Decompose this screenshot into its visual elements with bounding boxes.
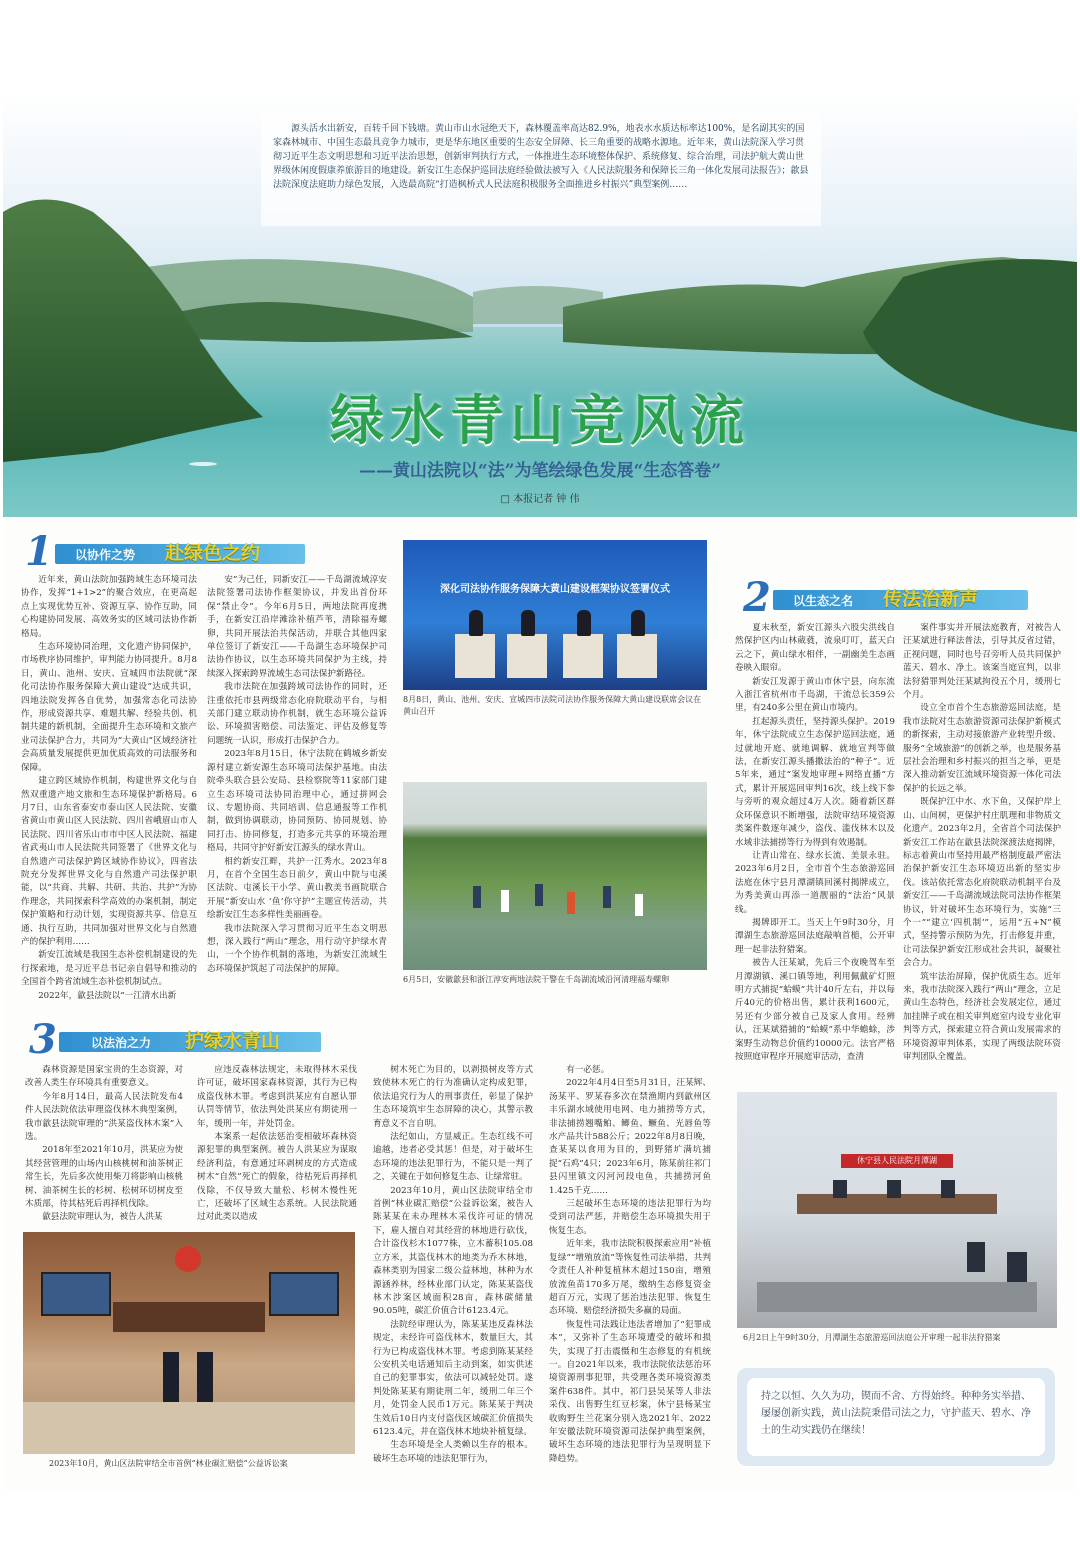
- hero-banner: [3, 92, 1077, 517]
- closing-quote-box: [737, 1368, 1055, 1466]
- photo-courtroom-trial: [23, 1232, 355, 1454]
- page-title: 绿水青山竞风流: [330, 388, 750, 452]
- person-figure: [635, 894, 643, 916]
- photo-riverbank-cleanup: [403, 782, 707, 970]
- section-2-header: [743, 574, 1043, 621]
- paragraph: 森林资源是国家宝贵的生态资源，对改善人类生存环境具有重要意义。: [25, 1065, 183, 1089]
- photo-circuit-court-hearing: [737, 1092, 1057, 1328]
- person-figure: [535, 884, 543, 906]
- paragraph: 夏末秋至，新安江源头六股尖洪线自然保护区内山林葳蕤，流泉叮叮，蓝天白云之下，黄山绿水相伴，一副幽美生态画卷映入眼帘。: [735, 623, 895, 674]
- section-1-label: 以协作之势: [75, 548, 136, 562]
- paragraph: 恢复性司法践让违法者增加了“犯罪成本”，又弥补了生态环境遭受的破坏和损失，实现了打击震慑和生态修复的有机统一。自2021年以来，我市法院依法惩治环境资源刑事犯罪，共受理各类环境资源类案件638件。其中，祁门县吴某等人非法采伐、出售野生红豆杉案，休宁县杨某宝收购野生兰花案分别入选2021年、2022年安徽法院环境资源司法保护典型案例，破坏生态环境的违法犯罪行为呈现明显下降趋势。: [549, 1319, 711, 1464]
- newspaper-page: [3, 92, 1077, 1490]
- section-1-column-2: [207, 574, 387, 1014]
- photo-signing-ceremony: [403, 540, 707, 690]
- paragraph: 新安江流域是我国生态补偿机制建设的先行探索地，是习近平总书记亲自倡导和推动的全国首个跨省流域生态补偿机制试点。: [21, 950, 197, 988]
- photo-3-caption: 2023年10月，黄山区法院审结全市首例“林业碳汇赔偿”公益诉讼案: [49, 1459, 288, 1468]
- paragraph: 今年8月14日，最高人民法院发布4件人民法院依法审理盗伐林木典型案例，我市歙县法院审理的“洪某盗伐林木案”入选。: [25, 1091, 183, 1143]
- paragraph: 歙县法院审理认为，被告人洪某: [42, 1212, 163, 1223]
- paragraph: 让青山常在、绿水长流、美景永驻。2023年6月2日，全市首个生态旅游巡回法庭在休宁县月潭湖镇回溪村揭牌成立，为秀美黄山再添一道靓丽的“法治”风景线。: [735, 850, 895, 915]
- section-3-label: 以法治之力: [91, 1036, 152, 1050]
- screen-display: [269, 1272, 339, 1316]
- section-1-column-1: [21, 574, 197, 1014]
- page-subtitle: ——黄山法院以“法”为笔绘绿色发展“生态答卷”: [358, 461, 722, 481]
- paragraph: 树木死亡为目的，以剥损树皮等方式致使林木死亡的行为准确认定构成犯罪，依法追究行为人的刑事责任，彰显了保护生态环境筑牢生态屏障的决心，其警示教育意义不言自明。: [373, 1065, 533, 1129]
- paragraph: 有一必惩。: [566, 1065, 610, 1075]
- paragraph: 相约新安江畔，共护一江秀水。2023年8月，在首个全国生态日前夕，黄山中院与屯溪区法院、屯溪长干小学、黄山教美书画院联合开展“新安山水 ‘鱼’你守护”主题宣传活动，共绘新安江生态多样性美丽画卷。: [207, 856, 387, 921]
- paragraph: 三起破坏生态环境的违法犯罪行为均受到司法严惩，并赔偿生态环境损失用于恢复生态。: [549, 1199, 711, 1236]
- podium: [617, 634, 657, 678]
- podium: [563, 634, 603, 678]
- paragraph: 生态环境是全人类赖以生存的根本。破坏生态环境的违法犯罪行为，: [373, 1440, 533, 1464]
- paragraph: 2023年8月15日，休宁法院在鹤城乡新安源村建立新安源生态环境司法保护基地。由法院牵头联合县公安局、县检察院等11家部门建立生态环境司法协同治理中心，通过拼网会议、专题协商、共同培训、信息通报等工作机制，做到协调联动，协同预防、协同规划、协同打击、协同修复，打造多元共享的环境治理格局，共同守护好新安江源头的绿水青山。: [207, 749, 387, 854]
- section-2-column-2: [903, 622, 1061, 1062]
- screen-display: [41, 1272, 111, 1316]
- stage-banner-text: 深化司法协作服务保障大黄山建设框架协议签署仪式: [440, 584, 670, 595]
- judges-bench: [113, 1302, 265, 1332]
- section-3-number: 3: [29, 1016, 57, 1063]
- person-figure: [1007, 1252, 1027, 1286]
- paragraph: 2022年4月4日至5月31日，汪某辉、汤某平、罗某春多次在禁渔期内到歙州区丰乐湖水域使用电网、电力捕捞等方式，非法捕捞翘嘴鲌、鲫鱼、鳜鱼、光唇鱼等水产品共计588公斤；2022年8月8日晚，查某某以食用为目的，到野猪圹满坑捕捉“石鸡”4只；2023年6月，陈某前往祁门县闪里镇文闪河河段电鱼，共捕捞河鱼1.425千克……: [549, 1078, 711, 1196]
- section-3-heading: 护绿水青山: [185, 1030, 281, 1052]
- chair-row: [757, 1282, 1037, 1312]
- paragraph: 2018年至2021年10月，洪某应为使其经营管理的山场内山核桃树和油茶树正常生长，先后多次使用柴刀将影响山核桃树、油茶树生长的杉树、松树环切树皮至木质部，待其枯死后再择机伐除。: [25, 1145, 183, 1210]
- photo-1-caption: 8月8日，黄山、池州、安庆、宣城四市法院司法协作服务保障大黄山建设联席会议在黄山召开: [403, 695, 702, 716]
- section-2-heading: 传法治新声: [883, 588, 979, 610]
- person-figure: [197, 1352, 213, 1402]
- person-figure: [941, 1180, 955, 1198]
- section-1-heading: 赴绿色之约: [165, 542, 261, 564]
- person-figure: [163, 1352, 179, 1402]
- person-figure: [967, 1242, 985, 1272]
- section-3-column-2: [197, 1064, 357, 1224]
- person-figure: [567, 892, 575, 914]
- paragraph: 生态环境协同治理，文化遗产协同保护，市场秩序协同维护，审判能力协同提升。8月8日，黄山、池州、安庆、宣城四市法院就“深化司法协作服务保障大黄山建设”达成共识，四地法院发挥各自优势，加强常态化司法协作，形成资源共享、难题共解、经验共创、机制共建的新机制，全面提升生态环境和文旅产业司法保护合力，共同为“大黄山”区域经济社会高质量发展提供更加优质高效的司法服务和保障。: [21, 642, 197, 773]
- person-figure: [631, 610, 645, 636]
- paragraph: 应违反森林法规定，未取得林木采伐许可证，破坏国家森林资源，其行为已构成盗伐林木罪。考虑到洪某应有自愿认罪认罚等情节，依法判处洪某应有期徒刑一年，缓刑一年，并处罚金。: [197, 1065, 357, 1129]
- section-3-column-1: [25, 1064, 183, 1224]
- paragraph: 设立全市首个生态旅游巡回法庭，是我市法院对生态旅游资源司法保护新模式的新探索，主动对接旅游产业转型升级、服务“全域旅游”的创新之举，也是服务基层社会治理和乡村振兴的担当之举，更是深入推动新安江流域环境资源一体化司法保护的长远之举。: [903, 703, 1061, 794]
- court-sign-banner: 休宁县人民法院月潭湖: [841, 1154, 953, 1168]
- paragraph: 2023年10月，黄山区法院审结全市首例“林业碳汇赔偿”公益诉讼案，被告人陈某某在未办理林木采伐许可证的情况下，雇人擅自对其经营的林地进行砍伐，合计盗伐杉木1077株，立木蓄积105.08立方米，其盗伐林木的地类为乔木林地，森林类别为国家二级公益林地，林种为水源涵养林，经林业部门认定，陈某某盗伐林木涉案区域面积28亩，森林碳储量90.05吨，碳汇价值合计6123.4元。: [373, 1185, 533, 1317]
- paragraph: 建立跨区域协作机制，构建世界文化与自然双重遗产地文旅和生态环境保护新格局。6月7日，山东省泰安市泰山区人民法院、安徽省黄山市黄山区人民法院、四川省峨眉山市人民法院、四川省乐山市市中区人民法院、福建省武夷山市人民法院共同签署了《世界文化与自然遗产司法保护跨区域协作协议》，四省法院充分发挥世界文化与自然遗产司法保护职能，以“共商、共解、共研、共治、共护”为协作理念，共同探索科学高效的办案机制，制定保护策略和行动计划，实现资源共享、信息互通、执行互助，共同加强对世界文化与自然遗产的保护利用……: [21, 776, 197, 947]
- person-figure: [473, 886, 481, 908]
- person-figure: [501, 890, 509, 912]
- person-figure: [603, 886, 611, 908]
- paragraph: 2022年，歙县法院以“一江清水出新: [38, 990, 177, 1001]
- podium: [455, 634, 495, 678]
- closing-quote-text: 持之以恒、久久为功，锲而不舍、方得始终。种种务实举措、屡屡创新实践，黄山法院秉借司法之力，守护蓝天、碧水、净土的生动实践仍在继续！: [747, 1378, 1045, 1456]
- section-1-number: 1: [25, 528, 53, 575]
- person-figure: [577, 610, 591, 636]
- paragraph: 扛起源头责任，坚持源头保护。2019年，休宁法院成立生态保护巡回法庭，通过就地开庭、就地调解、就地宣判等做法，在新安江源头播撒法治的“种子”。近5年来，通过“案发地审理+网络直播”方式，累计开展巡回审判16次，线上线下参与旁听的观众超过4万人次。随着新区群众环保意识不断增强，法院审结环境资源类案件数逐年减少，盗伐、滥伐林木以及水域非法捕捞等行为得到有效遏制。: [735, 716, 895, 848]
- paragraph: 法纪如山，方显威正。生态红线不可逾越，违者必受其惩！但是，对于破坏生态环境的违法犯罪行为，不能只是一判了之，关键在于如何修复生态、让绿常驻。: [373, 1132, 533, 1183]
- byline: □ 本报记者 钟 伟: [500, 494, 580, 505]
- section-2-label: 以生态之名: [793, 594, 854, 608]
- paragraph: 安”为己任，同新安江——千岛湖流域淳安法院签署司法协作框架协议，并发出首份环保“禁止令”。今年6月5日，两地法院再度携手，在新安江沿岸滩涂补植芦苇，清除福寿螺卵，共同开展法治共保活动，并联合其他四家单位签订了新安江——千岛湖生态环境保护司法协作协议，以生态环境共同保护为主线，持续深入探索跨界流域生态司法保护新路径。: [207, 575, 387, 679]
- section-3-header: [29, 1016, 329, 1063]
- paragraph: 揭牌即开工。当天上午9时30分，月潭湖生态旅游巡回法庭敲响首槌，公开审理一起非法狩猎案。: [735, 917, 895, 955]
- person-figure: [887, 1180, 901, 1198]
- paragraph: 新安江发源于黄山市休宁县，向东流入浙江省杭州市千岛湖，干流总长359公里，有240多公里在黄山市境内。: [735, 676, 895, 714]
- intro-text: 源头活水出新安，百转千回下钱塘。黄山市山水冠绝天下，森林覆盖率高达82.9%，地表水水质达标率达100%，是名副其实的国家森林城市、中国生态最具竞争力城市，更是华东地区重要的生态安全屏障、长三角重要的战略水源地。近年来，黄山法院深入学习贯彻习近平生态文明思想和习近平法治思想，创新审判执行方式，一体推进生态环境整体保护、系统修复、综合治理，司法护航大黄山世界级休闲度假康养旅游目的地建设。新安江生态保护巡回法庭经验做法被写入《人民法院服务和保障长三角一体化发展司法报告》；歙县法院深度法庭助力绿色发展，入选最高院“打造枫桥式人民法庭积极服务全面推进乡村振兴”典型案例……: [261, 114, 821, 226]
- paragraph: 既保护江中水、水下鱼，又保护岸上山、山间树，更保护村庄肌理和非物质文化遗产。2023年2月，全省首个司法保护新安江工作站在歙县法院深渡法庭揭牌，标志着黄山市坚持用最严格制度最严密法治保护新安江生态环境迈出新的坚实步伐。该站依托常态化府院联动机制平台及新安江——千岛湖流域法院司法协作框架协议，针对破坏生态环境行为，实施“三个一”“建立‘四机制’”，运用“五+N”模式，坚持警示预防为先，打击修复并重，让司法保护新安江形成社会共识，凝聚社会合力。: [903, 797, 1061, 969]
- photo-4-caption: 6月2日上午9时30分，月潭湖生态旅游巡回法庭公开审理一起非法狩猎案: [743, 1333, 1001, 1342]
- person-figure: [469, 610, 483, 636]
- paragraph: 被告人汪某斌，先后三个夜晚驾车至月潭湖镇、溪口镇等地，利用佩戴矿灯照明方式捕捉“蛤蟆”共计40斤左右，并以每斤40元的价格出售，累计获利1600元，另还有少部分被自己及家人食用。经辨认，汪某斌猎捕的“蛤蟆”系中华蟾蜍，涉案野生动物总价值约10000元。法官严格按照庭审程序开展庭审活动，查清: [735, 958, 895, 1062]
- paragraph: 我市法院在加强跨域司法协作的同时，还注重依托市县两级常态化府院联动平台，与相关部门建立联动协作机制，就生态环境公益诉讼、环境损害赔偿、司法鉴定、评估及修复等问题统一认识，形成打击保护合力。: [207, 682, 387, 746]
- section-2-column-1: [735, 622, 895, 1062]
- person-figure: [833, 1180, 847, 1198]
- paragraph: 法院经审理认为，陈某某违反森林法规定，未经许可盗伐林木，数量巨大，其行为已构成盗伐林木罪。考虑到陈某某经公安机关电话通知后主动到案，如实供述自己的犯罪事实，依法可以减轻处罚。遂判处陈某某有期徒刑二年，缓刑二年三个月，处罚金人民币1万元。陈某某于判决生效后10日内支付盗伐区域碳汇价值损失6123.4元，并在盗伐林木地块补植复绿。: [373, 1319, 533, 1437]
- person-figure: [521, 610, 535, 636]
- paragraph: 筑牢法治屏障，保护优质生态。近年来，我市法院深入践行“两山”理念，立足黄山生态特色，经济社会发展定位，通过加挂牌子或在相关审判庭室内设专业化审判等方式，探索建立符合黄山发展需求的环境资源审判体系，实现了两级法院环资审判团队全覆盖。: [903, 971, 1061, 1062]
- section-3-column-3: [373, 1064, 533, 1472]
- paragraph: 近年来，黄山法院加强跨域生态环境司法协作，发挥“1+1>2”的聚合效应，在更高起点上实现优势互补、资源互享、协作互助，同心构建协同发展、高效务实的区域司法协作新格局。: [21, 575, 197, 639]
- paragraph: 我市法院深入学习贯彻习近平生态文明思想，深入践行“两山”理念，用行动守护绿水青山，一个个协作机制的落地，为新安江流域生态环境保护筑起了司法保护的屏障。: [207, 923, 387, 974]
- section-1-header: [25, 528, 325, 575]
- photo-2-caption: 6月5日，安徽歙县和浙江淳安两地法院干警在千岛湖流域沿河清理福寿螺卵: [403, 975, 670, 984]
- podium: [507, 634, 547, 678]
- section-3-column-4: [549, 1064, 711, 1472]
- paragraph: 本案系一起依法惩治变相破坏森林资源犯罪的典型案例。被告人洪某应为谋取经济利益，有意通过环剥树皮的方式造成树木“自然”死亡的假象，待枯死后再择机伐除，不仅导致大量松、杉树木慢性死亡，还破坏了区域生态系统。人民法院通过对此类以造成: [197, 1132, 357, 1223]
- paragraph: 近年来，我市法院积极探索应用“补植复绿”“增殖放流”等恢复性司法举措，共判令责任人补种复植林木超过150亩，增殖放流鱼苗170多万尾，缴纳生态修复资金超百万元，实现了惩治违法犯罪、恢复生态环境、赔偿经济损失多赢的局面。: [549, 1239, 711, 1317]
- court-emblem-icon: [175, 1246, 201, 1272]
- section-2-number: 2: [743, 574, 771, 621]
- paragraph: 案件事实并开展法庭教育，对被告人汪某斌进行释法普法，引导其反省过错，正视问题，同时也号召旁听人员共同保护蓝天、碧水、净土。该案当庭宣判，以非法狩猎罪判处汪某斌拘役五个月，缓刑七个月。: [903, 623, 1061, 701]
- courtroom-floor: [23, 1402, 355, 1454]
